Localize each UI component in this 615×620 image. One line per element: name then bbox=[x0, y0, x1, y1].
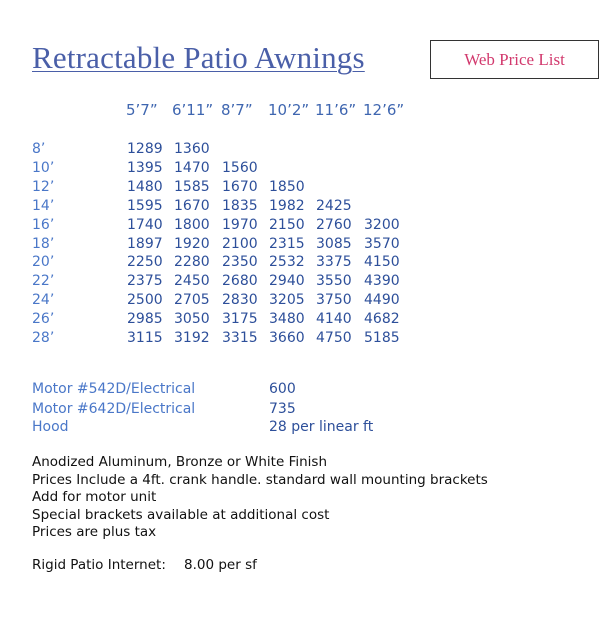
price-cell: 1585 bbox=[174, 178, 210, 195]
extra-item-label: Motor #542D/Electrical bbox=[32, 381, 196, 397]
extra-item-value: 735 bbox=[269, 401, 296, 417]
table-row bbox=[0, 236, 615, 255]
price-cell: 1360 bbox=[174, 141, 210, 157]
price-cell: 3315 bbox=[222, 330, 258, 346]
row-width-label: 22’ bbox=[32, 273, 55, 290]
price-cell: 3115 bbox=[127, 330, 163, 346]
row-width-label: 18’ bbox=[32, 235, 55, 252]
table-row bbox=[0, 254, 615, 273]
rigid-patio-label: Rigid Patio Internet: bbox=[32, 557, 166, 573]
price-cell: 1560 bbox=[222, 159, 258, 176]
price-cell: 1289 bbox=[127, 141, 163, 157]
price-cell: 4390 bbox=[364, 273, 400, 290]
extra-item-value: 600 bbox=[269, 381, 296, 397]
column-header: 6’11” bbox=[172, 101, 214, 119]
extra-item-label: Hood bbox=[32, 419, 69, 435]
price-cell: 2830 bbox=[222, 292, 258, 309]
price-cell: 2250 bbox=[127, 254, 163, 271]
price-cell: 1897 bbox=[127, 235, 163, 252]
column-header: 5’7” bbox=[126, 101, 158, 119]
price-cell: 4490 bbox=[364, 292, 400, 309]
price-cell: 1395 bbox=[127, 159, 163, 176]
price-cell: 3570 bbox=[364, 235, 400, 252]
price-cell: 4140 bbox=[316, 311, 352, 328]
row-width-label: 20’ bbox=[32, 254, 55, 271]
table-row bbox=[0, 160, 615, 179]
price-cell: 2940 bbox=[269, 273, 305, 290]
row-width-label: 10’ bbox=[32, 159, 55, 176]
web-price-list-badge: Web Price List bbox=[430, 40, 599, 79]
row-width-label: 16’ bbox=[32, 216, 55, 233]
price-cell: 3480 bbox=[269, 311, 305, 328]
extra-item-label: Motor #642D/Electrical bbox=[32, 401, 196, 417]
price-cell: 2315 bbox=[269, 235, 305, 252]
table-row bbox=[0, 141, 615, 160]
price-cell: 1835 bbox=[222, 197, 258, 214]
price-cell: 4150 bbox=[364, 254, 400, 271]
price-cell: 3085 bbox=[316, 235, 352, 252]
row-width-label: 28’ bbox=[32, 330, 55, 346]
row-width-label: 12’ bbox=[32, 178, 55, 195]
column-header: 12’6” bbox=[363, 101, 405, 119]
note-line: Anodized Aluminum, Bronze or White Finish bbox=[32, 454, 328, 470]
row-width-label: 8’ bbox=[32, 141, 46, 157]
price-cell: 2375 bbox=[127, 273, 163, 290]
note-line: Add for motor unit bbox=[32, 489, 157, 506]
price-cell: 2705 bbox=[174, 292, 210, 309]
price-cell: 1480 bbox=[127, 178, 163, 195]
note-line: Special brackets available at additional cost bbox=[32, 506, 330, 523]
table-row bbox=[0, 292, 615, 311]
page-title: Retractable Patio Awnings bbox=[32, 40, 365, 75]
price-cell: 2425 bbox=[316, 197, 352, 214]
price-cell: 2985 bbox=[127, 311, 163, 328]
price-cell: 2680 bbox=[222, 273, 258, 290]
price-cell: 3175 bbox=[222, 311, 258, 328]
price-cell: 1670 bbox=[222, 178, 258, 195]
price-cell: 3205 bbox=[269, 292, 305, 309]
table-row bbox=[0, 217, 615, 236]
price-cell: 3750 bbox=[316, 292, 352, 309]
price-cell: 2450 bbox=[174, 273, 210, 290]
row-width-label: 26’ bbox=[32, 311, 55, 328]
price-cell: 2760 bbox=[316, 216, 352, 233]
price-cell: 1670 bbox=[174, 197, 210, 214]
column-header: 10’2” bbox=[268, 101, 310, 119]
price-cell: 5185 bbox=[364, 330, 400, 346]
column-header: 11’6” bbox=[315, 101, 357, 119]
price-cell: 1982 bbox=[269, 197, 305, 214]
price-cell: 2532 bbox=[269, 254, 305, 271]
table-row bbox=[0, 273, 615, 292]
price-cell: 3550 bbox=[316, 273, 352, 290]
price-cell: 3050 bbox=[174, 311, 210, 328]
note-line: Prices Include a 4ft. crank handle. standard wall mounting brackets bbox=[32, 471, 488, 488]
price-cell: 2500 bbox=[127, 292, 163, 309]
price-cell: 3200 bbox=[364, 216, 400, 233]
price-cell: 3375 bbox=[316, 254, 352, 271]
price-cell: 2100 bbox=[222, 235, 258, 252]
price-cell: 2350 bbox=[222, 254, 258, 271]
extra-item-value: 28 per linear ft bbox=[269, 419, 374, 435]
price-cell: 3192 bbox=[174, 330, 210, 346]
price-cell: 1740 bbox=[127, 216, 163, 233]
price-cell: 1970 bbox=[222, 216, 258, 233]
table-row bbox=[0, 198, 615, 217]
price-cell: 1595 bbox=[127, 197, 163, 214]
table-row bbox=[0, 330, 615, 349]
price-cell: 1800 bbox=[174, 216, 210, 233]
rigid-patio-value: 8.00 per sf bbox=[184, 557, 257, 573]
row-width-label: 24’ bbox=[32, 292, 55, 309]
row-width-label: 14’ bbox=[32, 197, 55, 214]
price-cell: 3660 bbox=[269, 330, 305, 346]
price-cell: 4682 bbox=[364, 311, 400, 328]
price-cell: 4750 bbox=[316, 330, 352, 346]
price-cell: 2280 bbox=[174, 254, 210, 271]
price-cell: 2150 bbox=[269, 216, 305, 233]
table-row bbox=[0, 311, 615, 330]
price-cell: 1470 bbox=[174, 159, 210, 176]
table-row bbox=[0, 179, 615, 198]
column-header: 8’7” bbox=[221, 101, 253, 119]
note-line: Prices are plus tax bbox=[32, 524, 157, 541]
price-cell: 1850 bbox=[269, 178, 305, 195]
price-cell: 1920 bbox=[174, 235, 210, 252]
